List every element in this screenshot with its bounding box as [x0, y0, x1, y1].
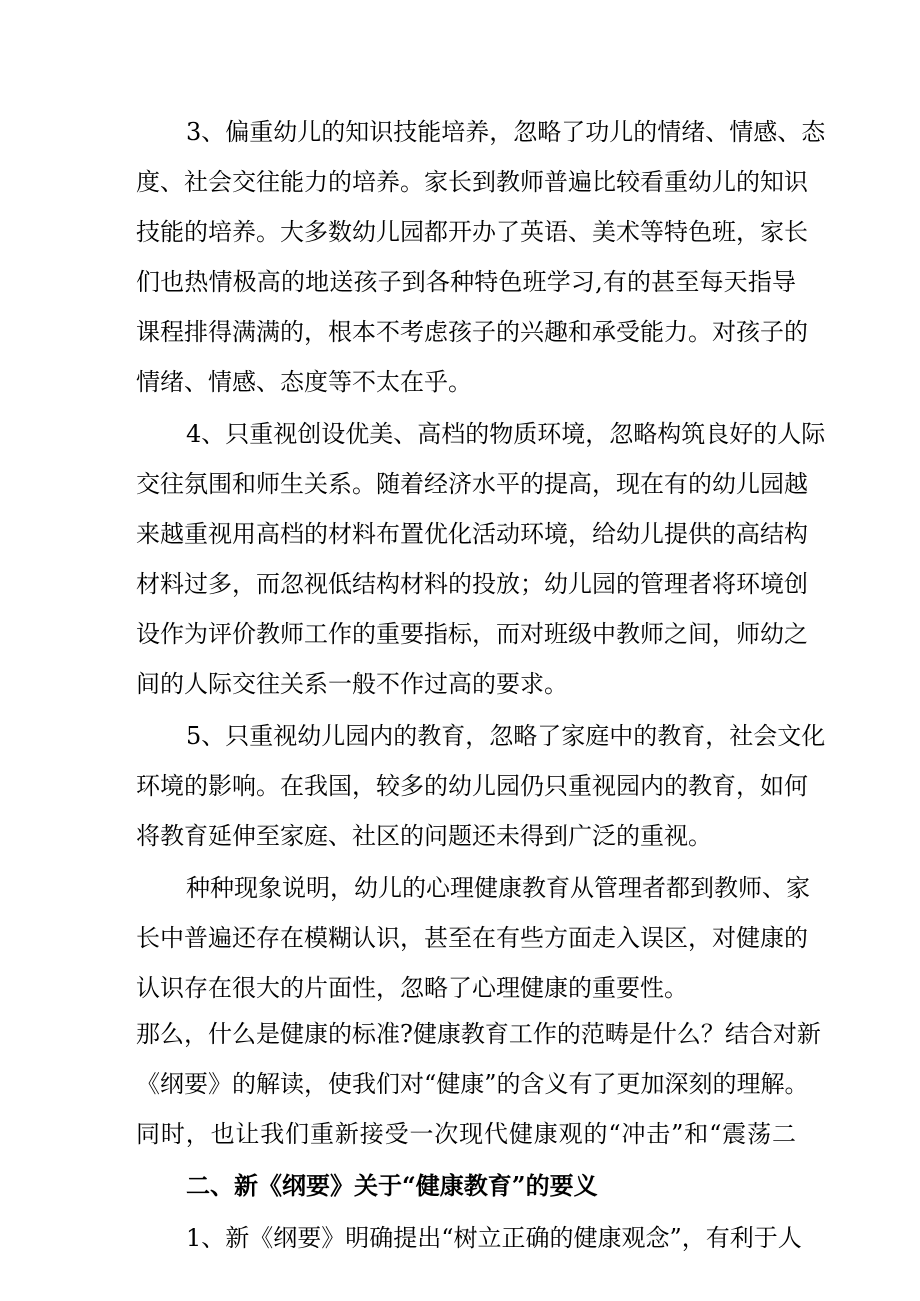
paragraph-3-line-6: 情绪、情感、态度等不太在乎。	[136, 368, 472, 396]
paragraph-5-line-2: 环境的影响。在我国，较多的幼儿园仍只重视园内的教育，如何	[136, 772, 808, 800]
summary-line-2: 长中普遍还存在模糊认识，甚至在有些方面走入误区，对健康的	[136, 924, 808, 952]
paragraph-3-line-5: 课程排得满满的，根本不考虑孩子的兴趣和承受能力。对孩子的	[136, 318, 808, 346]
paragraph-3-line-3: 技能的培养。大多数幼儿园都开办了英语、美术等特色班，家长	[136, 218, 808, 246]
paragraph-4-line-3: 来越重视用高档的材料布置优化活动环境，给幼儿提供的高结构	[136, 520, 808, 548]
paragraph-4-line-5: 设作为评价教师工作的重要指标，而对班级中教师之间，师幼之	[136, 620, 808, 648]
question-line-2: 《纲要》的解读，使我们对“健康”的含义有了更加深刻的理解。	[136, 1070, 809, 1098]
paragraph-4-line-6: 间的人际交往关系一般不作过高的要求。	[136, 670, 568, 698]
item-1-line-1: 1、新《纲要》明确提出“树立正确的健康观念”，有利于人	[186, 1224, 802, 1252]
question-line-3: 同时，也让我们重新接受一次现代健康观的“冲击”和“震荡二	[136, 1120, 796, 1148]
section-heading: 二、新《纲要》关于“健康教育”的要义	[186, 1171, 598, 1200]
question-line-1: 那么，什么是健康的标准?健康教育工作的范畴是什么？结合对新	[136, 1020, 821, 1048]
paragraph-3-line-2: 度、社会交往能力的培养。家长到教师普遍比较看重幼儿的知识	[136, 168, 808, 196]
paragraph-5-line-1: 5、只重视幼儿园内的教育，忽略了家庭中的教育，社会文化	[186, 722, 826, 750]
paragraph-4-line-1: 4、只重视创设优美、高档的物质环境，忽略构筑良好的人际	[186, 420, 826, 448]
summary-line-1: 种种现象说明，幼儿的心理健康教育从管理者都到教师、家	[186, 874, 810, 902]
paragraph-5-line-3: 将教育延伸至家庭、社区的问题还未得到广泛的重视。	[136, 822, 712, 850]
paragraph-3-line-1: 3、偏重幼儿的知识技能培养，忽略了功儿的情绪、情感、态	[186, 118, 826, 146]
paragraph-3-line-4: 们也热情极高的地送孩子到各种特色班学习,有的甚至每天指导	[136, 268, 796, 296]
summary-line-3: 认识存在很大的片面性，忽略了心理健康的重要性。	[136, 974, 688, 1002]
paragraph-4-line-4: 材料过多，而忽视低结构材料的投放；幼儿园的管理者将环境创	[136, 570, 808, 598]
paragraph-4-line-2: 交往氛围和师生关系。随着经济水平的提高，现在有的幼儿园越	[136, 470, 808, 498]
